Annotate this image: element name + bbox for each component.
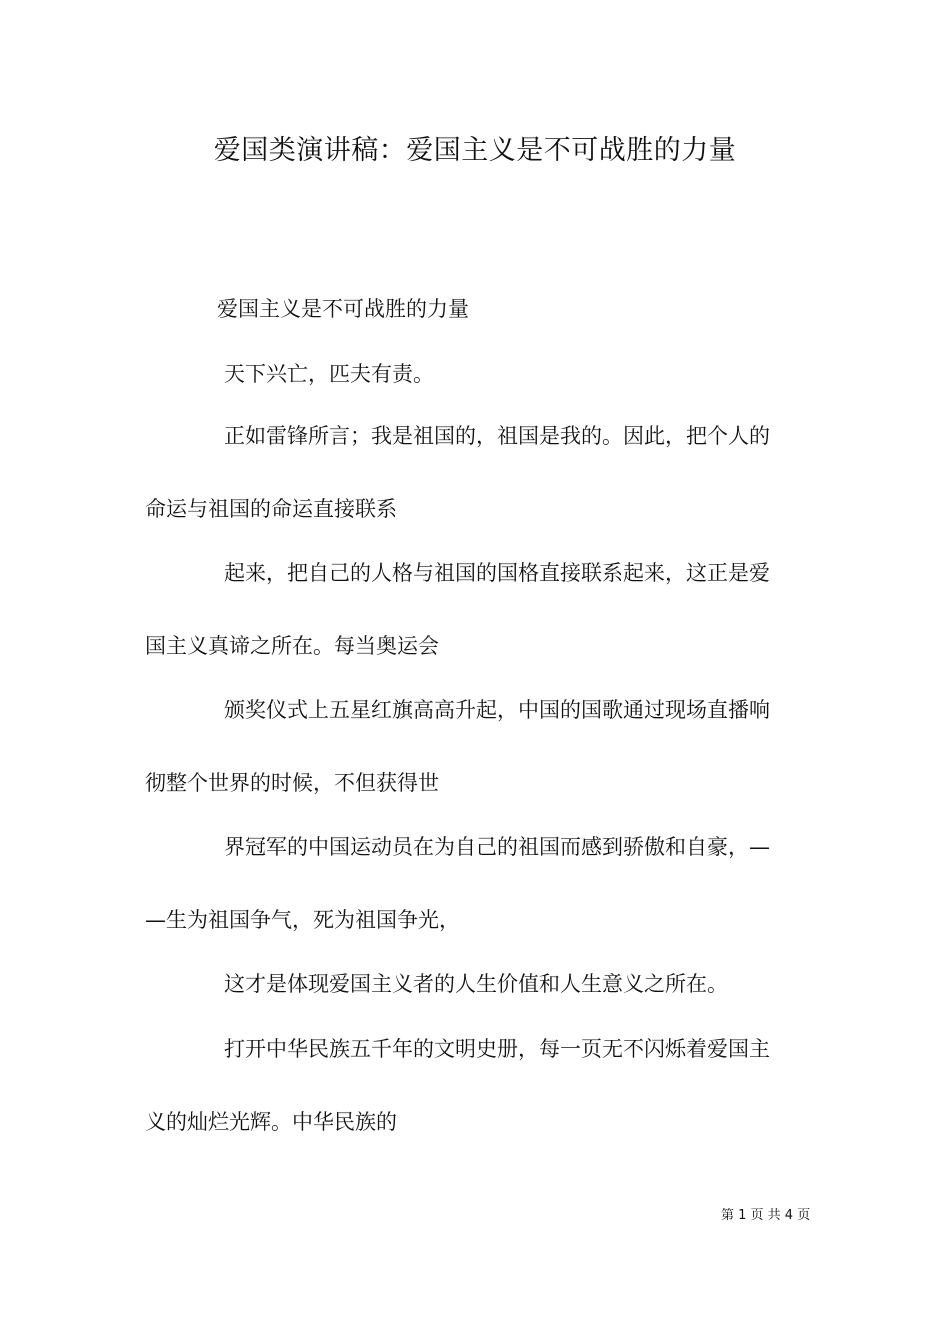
- body-line: 打开中华民族五千年的文明史册，每一页无不闪烁着爱国主: [224, 1037, 770, 1061]
- body-line: 天下兴亡，匹夫有责。: [224, 362, 434, 386]
- body-line: 义的灿烂光辉。中华民族的: [145, 1110, 397, 1134]
- body-line: 国主义真谛之所在。每当奥运会: [145, 634, 439, 658]
- body-line: 起来，把自己的人格与祖国的国格直接联系起来，这正是爱: [224, 561, 770, 585]
- document-title: 爱国类演讲稿：爱国主义是不可战胜的力量: [213, 135, 737, 166]
- body-line: 命运与祖国的命运直接联系: [145, 497, 397, 521]
- body-line: 彻整个世界的时候，不但获得世: [145, 771, 439, 795]
- body-line: 界冠军的中国运动员在为自己的祖国而感到骄傲和自豪，—: [224, 835, 770, 859]
- body-line: 这才是体现爱国主义者的人生价值和人生意义之所在。: [224, 972, 728, 996]
- body-line: 正如雷锋所言；我是祖国的，祖国是我的。因此，把个人的: [224, 424, 770, 448]
- body-line: 颁奖仪式上五星红旗高高升起，中国的国歌通过现场直播响: [224, 698, 770, 722]
- page-number-footer: 第 1 页 共 4 页: [721, 1208, 811, 1223]
- body-line-subtitle: 爱国主义是不可战胜的力量: [217, 297, 469, 321]
- body-line: —生为祖国争气，死为祖国争光，: [145, 908, 460, 932]
